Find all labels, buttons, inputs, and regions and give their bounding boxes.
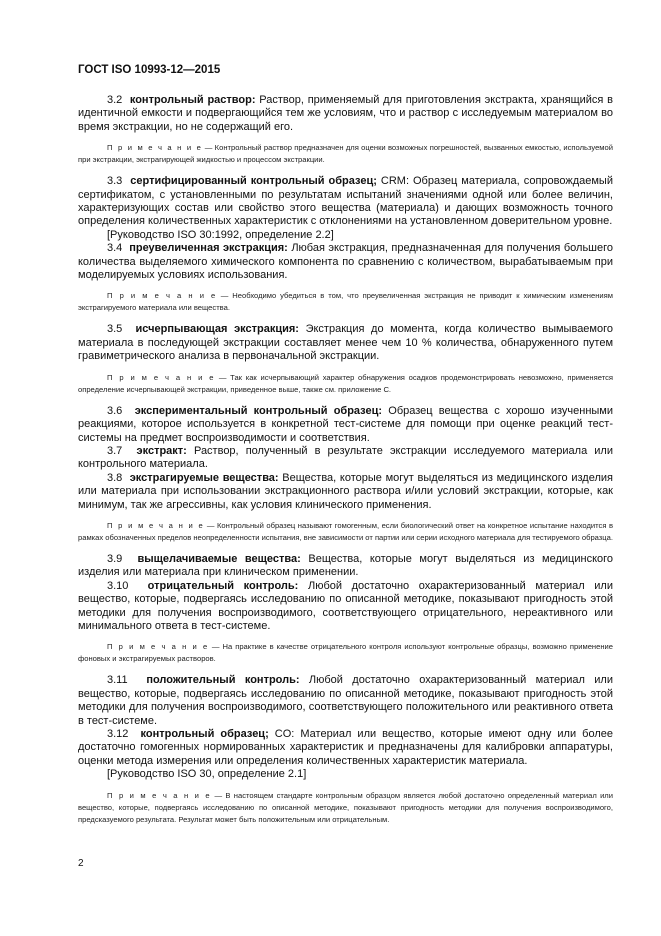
reference-3-3: [Руководство ISO 30:1992, определение 2.2] [107,228,334,241]
definition-3-11: 3.11 положительный контроль: Любой достаточно охарактеризованный материал или вещество, которые, подвергаясь исследованию по описанной методике, показывают пригодность этой методики для получения воспроизводимого, соответствующего положительного или реактивного ответа в тест-системе. [78,674,613,727]
definition-3-7: 3.7 экстракт: Раствор, полученный в результате экстракции исследуемого материала или контрольного материала. [78,444,613,471]
definition-3-3: 3.3 сертифицированный контрольный образец; CRM: Образец материала, сопровождаемый сертификатом, с установленными по результатам испытаний значениями одной или более величин, характеризующих состав или свойство этого вещества (материала) и дающих возможность точного определения количественных характеристик с отклонениями на установленном доверительном уровне. [78,175,613,228]
term: контрольный раствор: [129,94,256,106]
document-header: ГОСТ ISO 10993-12—2015 [78,64,221,76]
definition-3-9: 3.9 выщелачиваемые вещества: Вещества, которые могут выделяться из медицинского изделия или материала при клиническом применении. [78,552,614,579]
term: контрольный образец; [140,728,269,740]
definition-3-6: 3.6 экспериментальный контрольный образец: Образец вещества с хорошо изученными реакциями, которое используется в конкретной тест-системе для помощи при оценке реакций тест-системы на предмет воспроизводимости и соответствия. [78,404,614,444]
note-3-4: П р и м е ч а н и е — Необходимо убедиться в том, что преувеличенная экстракция не приводит к химическим изменениям экстрагируемого материала или вещества. [78,291,613,313]
note-3-8: П р и м е ч а н и е — Контрольный образец называют гомогенным, если биологический ответ на конкретное испытание находится в рамках обозначенных пределов неопределенности испытания, вне зависимости от партии или серии исходного материала для тестируемого образца. [78,520,613,542]
term: выщелачиваемые вещества: [137,552,301,565]
term: экстрагируемые вещества: [129,471,279,484]
definition-3-5: 3.5 исчерпывающая экстракция: Экстракция до момента, когда количество вымываемого материала в последующей экстракции составляет менее чем 10 % количества, обнаруженного путем гравиметрического анализа в первоначальной экстракции. [78,323,613,363]
definition-3-2: 3.2 контрольный раствор: Раствор, применяемый для приготовления экстракта, хранящийся в идентичной емкости и подвергающийся тем же условиям, что и раствор с исследуемым материалом во время экстракции, но не содержащий его. [78,94,613,133]
term: экспериментальный контрольный образец: [134,404,383,417]
term: преувеличенная экстракция: [129,242,288,255]
note-3-5: П р и м е ч а н и е — Так как исчерпывающий характер обнаружения осадков продемонстрировать невозможно, применяется определение исчерпывающей экстракции, приведенное выше, также см. приложение С. [78,372,613,394]
note-3-2: П р и м е ч а н и е — Контрольный раствор предназначен для оценки возможных погрешностей, вызванных емкостью, используемой при экстракции, экстрагирующей жидкостью и процессом экстракции. [78,143,613,165]
note-3-12: П р и м е ч а н и е — В настоящем стандарте контрольным образцом является любой достаточно определенный материал или вещество, которые, подвергаясь исследованию по описанной методике, показывают пригодность методики для получения воспроизводимого, предсказуемого результата. Результат может быть положительным или отрицательным. [78,790,613,824]
definition-3-4: 3.4 преувеличенная экстракция: Любая экстракция, предназначенная для получения большего количества выделяемого химического компонента по сравнению с количеством, вырабатываемым при моделируемых условиях использования. [78,242,614,282]
definition-3-8: 3.8 экстрагируемые вещества: Вещества, которые могут выделяться из медицинского изделия или материала при использовании экстракционного раствора и/или условий экстракции, которые, как минимум, так же агрессивны, как условия клинического применения. [78,471,613,511]
term: исчерпывающая экстракция: [135,323,299,336]
term: сертифицированный контрольный образец; [130,175,377,188]
reference-3-12: [Руководство ISO 30, определение 2.1] [107,768,307,781]
term: отрицательный контроль: [147,579,299,592]
definition-3-10: 3.10 отрицательный контроль: Любой достаточно охарактеризованный материал или вещество, которые, подвергаясь исследованию по описанной методике, показывают пригодность этой методики для получения воспроизводимого, соответствующего отрицательного, нереактивного или минимального ответа в тест-системе. [78,579,613,632]
term: положительный контроль: [146,674,300,687]
document-body [78,94,613,835]
note-3-10: П р и м е ч а н и е — На практике в качестве отрицательного контроля используют контрольные образцы, возможно применение фоновых и экстрагируемых растворов. [78,642,613,664]
definition-3-12: 3.12 контрольный образец; CO: Материал или вещество, которые имеют одну или более достаточно гомогенных нормированных характеристик и предназначены для калибровки аппаратуры, оценки метода измерения или определения количественных характеристик материала. [78,728,613,767]
page-number: 2 [78,858,84,869]
term: экстракт: [136,444,187,457]
